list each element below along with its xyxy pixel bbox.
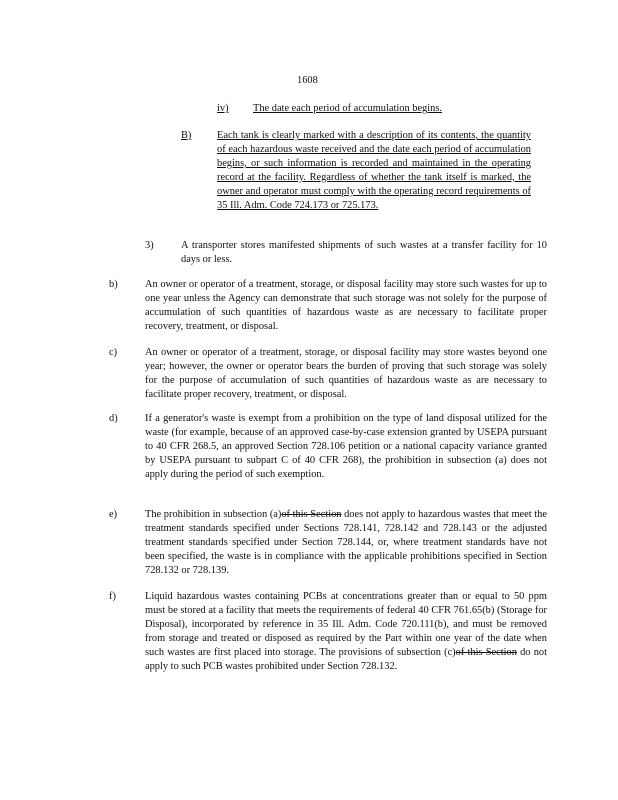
item-B-label: B)	[181, 130, 192, 141]
item-e-label: e)	[109, 509, 118, 520]
item-B-text: Each tank is clearly marked with a description of its contents, the quantity of each hazardous waste received and the date each period of accumulation begins, or such information is recorded and maintained in the operating record at the facility. Regardless of whether the tank itself is marked, the owner and operator must comply with the operating record requirements of 35 Ill. Adm. Code 724.173 or 725.173.	[217, 130, 531, 211]
item-c-label: c)	[109, 347, 118, 358]
item-iv-text: The date each period of accumulation begins.	[253, 103, 442, 114]
item-f-label: f)	[109, 591, 116, 602]
item-e-text	[145, 508, 547, 578]
item-iv-label: iv)	[217, 103, 229, 114]
item-3-label: 3)	[145, 240, 154, 251]
item-f-struck-text: of this Section	[455, 646, 517, 658]
item-b-label: b)	[109, 279, 118, 290]
item-b-text: An owner or operator of a treatment, storage, or disposal facility may store such wastes for up to one year unless the Agency can demonstrate that such storage was not solely for the purpose of accumulation of such quantities of hazardous waste as are necessary to facilitate proper recovery, treatment, or disposal.	[145, 279, 547, 332]
item-f-text-after: do not apply to such PCB wastes prohibited under Section 728.132.	[145, 646, 547, 672]
item-d-label: d)	[109, 413, 118, 424]
item-e-text-before: The prohibition in subsection (a)	[145, 509, 282, 520]
item-f-text-before: Liquid hazardous wastes containing PCBs at concentrations greater than or equal to 50 ppm must be stored at a facility that meets the requirements of federal 40 CFR 761.65(b) (Storage for Disposal), incorporated by reference in 35 Ill. Adm. Code 720.111(b), and must be removed from storage and treated or disposed as required by the Part within one year of the date when such wastes are first placed into storage. The provisions of subsection (c)	[145, 591, 547, 658]
item-e-struck-text: of this Section	[281, 509, 342, 520]
item-3-text: A transporter stores manifested shipments of such wastes at a transfer facility for 10 days or less.	[181, 240, 547, 265]
item-c-text: An owner or operator of a treatment, storage, or disposal facility may store wastes beyond one year; however, the owner or operator bears the burden of proving that such storage was solely for the purpose of accumulation of such quantities of hazardous waste as are necessary to facilitate proper recovery, treatment, or disposal.	[145, 347, 547, 400]
item-e-text-after: does not apply to hazardous wastes that meet the treatment standards specified under Sections 728.141, 728.142 and 728.143 or the adjusted treatment standards specified under Section 728.144, or, where treatment standards have not been specified, the waste is in compliance with the applicable prohibitions specified in Section 728.132 or 728.139.	[145, 509, 547, 576]
item-f-text	[145, 590, 547, 673]
page-number: 1608	[297, 75, 318, 86]
item-d-text: If a generator's waste is exempt from a prohibition on the type of land disposal utilized for the waste (for example, because of an approved case-by-case extension granted by USEPA pursuant to 40 CFR 268.5, an approved Section 728.106 petition or a national capacity variance granted by USEPA pursuant to subpart C of 40 CFR 268), the prohibition in subsection (a) does not apply during the period of such exemption.	[145, 413, 547, 480]
